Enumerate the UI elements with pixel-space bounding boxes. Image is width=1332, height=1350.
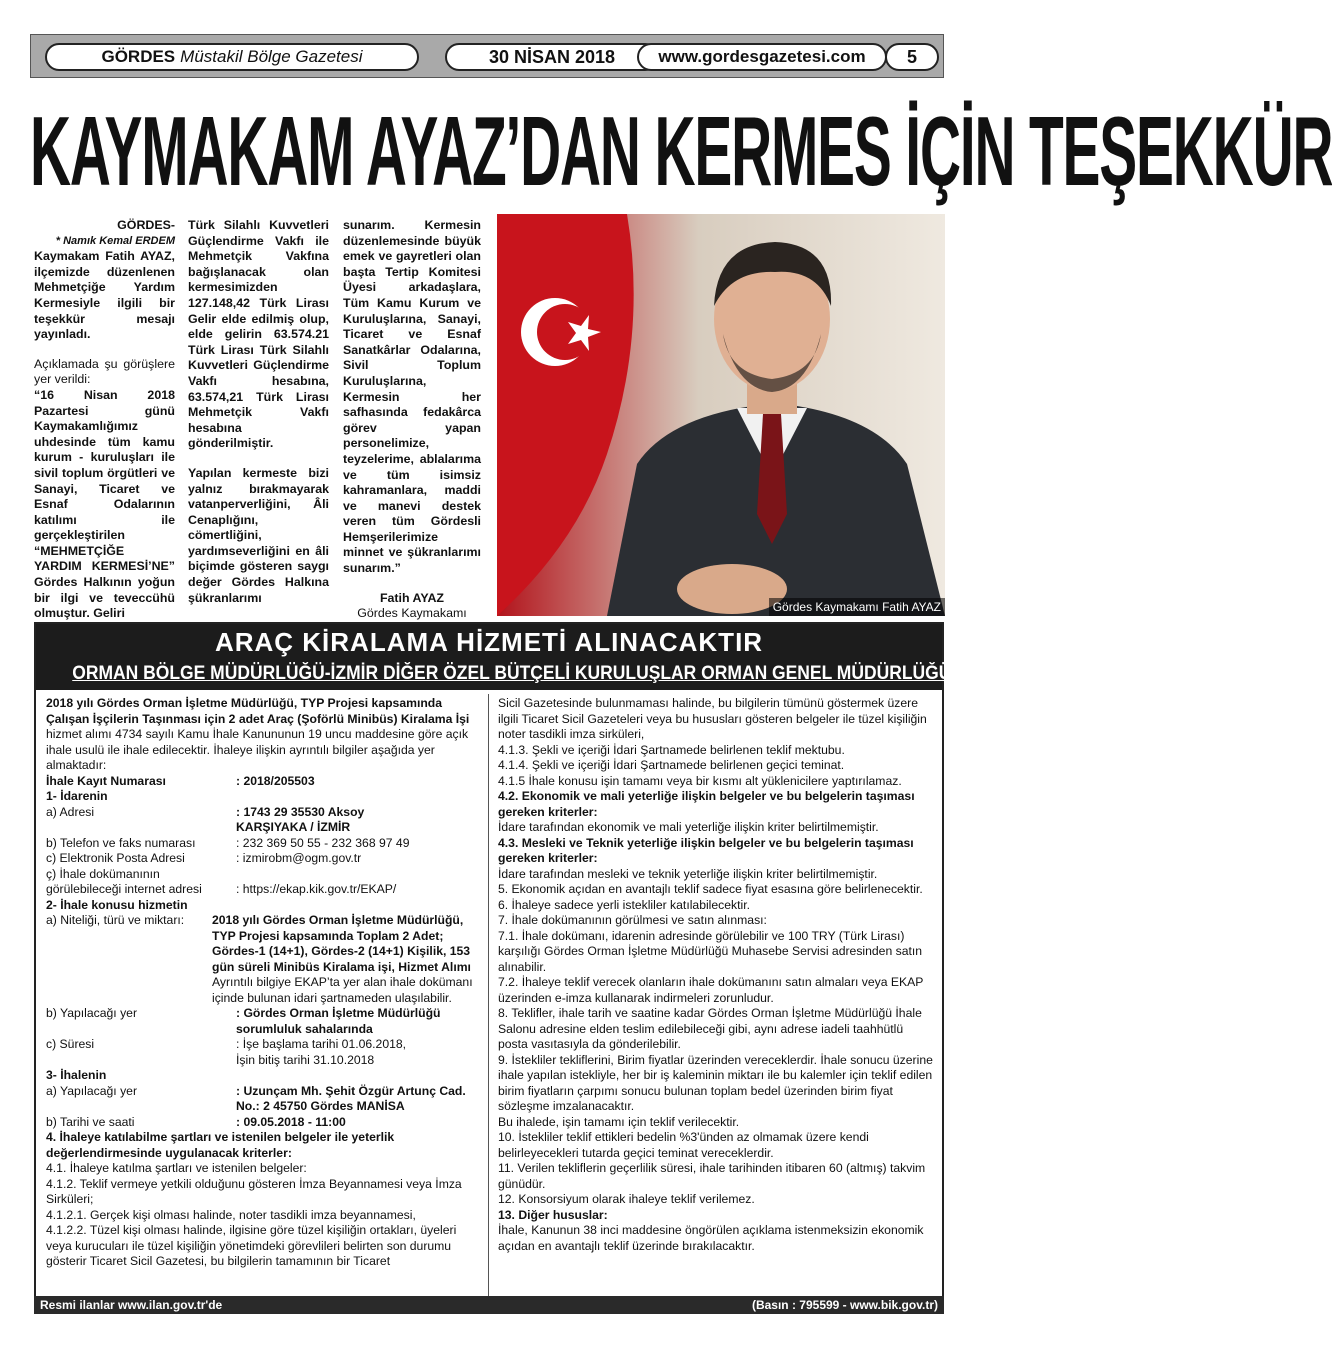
tender-clause: 4.1. İhaleye katılma şartları ve istenilen belgeler: [46,1161,307,1175]
tender-field: a) Adresi : 1743 29 35530 Aksoy [46,804,365,819]
footer-right-text: (Basın : 795599 - www.bik.gov.tr) [751,1298,938,1312]
tender-clause: İhale, Kanunun 38 inci maddesine öngörülen açıklama istenmeksizin ekonomik açıdan en avantajlı teklif üzerinde bırakılacaktır. [498,1223,924,1253]
signature-title: Gördes Kaymakamı [357,606,467,621]
section-heading: 4. İhaleye katılabilme şartları ve istenilen belgeler ile yeterlik değerlendirmesinde uygulanacak kriterler: [46,1130,395,1160]
tender-clause: 13. Diğer hususlar: [498,1207,608,1222]
tender-note: Ayrıntılı bilgiye EKAP’ta yer alan ihale dokümanı içinde bulunan idari şartnameden ulaşılabilir. [212,975,473,1005]
column-divider [488,694,489,1308]
article-column-2 [188,218,329,606]
section-heading: 1- İdarenin [46,789,108,803]
tender-clause: 7.1. İhale dokümanı, idarenin adresinde görülebilir ve 100 TRY (Türk Lirası) karşılığı Gördes Orman İşletme Müdürlüğü Muhasebe Servisi adresinden satın alınabilir. [498,928,923,974]
tender-clause: 4.3. Mesleki ve Teknik yeterliğe ilişkin belgeler ve bu belgelerin taşıması gereken kriterler: [498,835,914,865]
tender-clause: 11. Verilen tekliflerin geçerlilik süresi, ihale tarihinden itibaren 60 (altmış) takvim günüdür. [498,1161,926,1191]
article-lead: Kaymakam Fatih AYAZ, ilçemizde düzenlenen Mehmetçiğe Yardım Kermesiyle ilgili bir teşekkür mesajı yayınladı. [34,249,175,342]
tender-intro-bold: 2018 yılı Gördes Orman İşletme Müdürlüğü, TYP Projesi kapsamında Çalışan İşçilerin Taşınması için 2 adet Araç (Şoförlü Minibüs) Kiralama İşi [46,696,470,726]
article-paragraph: sunarım. Kermesin düzenlemesinde büyük emek ve gayretleri olan başta Tertip Komitesi Üyesi arkadaşlara, Tüm Kamu Kurum ve Kuruluşlarına, Sanayi, Ticaret ve Esnaf Sanatkârlar Odalarına, Sivil Toplum Kuruluşlarına, Kermesin her safhasında fedakârca görev yapan personelimize, teyzelerime, ablalarıma ve tüm isimsiz kahramanlara, maddi ve manevi destek veren tüm Gördesli Hemşerilerimize minnet ve şükranlarımı sunarım.” [343,218,481,576]
tender-clause: 10. İstekliler teklif ettikleri bedelin %3'ünden az olmamak üzere kendi belirleyecekleri tutarda geçici teminat vereceklerdir. [498,1130,869,1160]
tender-clause: 4.1.2.1. Gerçek kişi olması halinde, noter tasdikli imza beyannamesi, [46,1207,416,1222]
tender-clause: 4.2. Ekonomik ve mali yeterliğe ilişkin belgeler ve bu belgelerin taşıması gereken kriterler: [498,789,915,819]
article-column-3 [343,218,481,622]
website-link[interactable]: www.gordesgazetesi.com [637,43,887,71]
page-header [30,34,944,78]
tender-clause: 4.1.5 İhale konusu işin tamamı veya bir kısmı alt yüklenicilere yaptırılamaz. [498,773,902,788]
headline-text: KAYMAKAM AYAZ’DAN KERMES İÇİN TEŞEKKÜR [30,96,1332,206]
tender-clause: 9. İstekliler tekliflerini, Birim fiyatlar üzerinden vereceklerdir. İhale sonucu üzerine ihale yapılan istekliyle, her bir iş kaleminin miktarı ile bu kalemler için teklif edilen birim fiyatların çarpımı sonucu bulunan toplam bedel üzerinden birim fiyat sözleşme imzalanacaktır. [498,1052,933,1113]
issue-date: 30 NİSAN 2018 [445,43,659,71]
page-number: 5 [885,43,939,71]
tender-clause: 4.1.3. Şekli ve içeriği İdari Şartnamede belirlenen teklif mektubu. [498,742,845,757]
article-paragraph: Açıklamada şu görüşlere yer verildi: [34,356,175,387]
tender-clause: 6. İhaleye sadece yerli istekliler katılabilecektir. [498,897,750,912]
tender-clause: 5. Ekonomik açıdan en avantajlı teklif sadece fiyat esasına göre belirlenecektir. [498,882,923,896]
tender-body [36,690,942,1312]
tender-field-cont: İşin bitiş tarihi 31.10.2018 [236,1052,375,1067]
tender-clause: 4.1.4. Şekli ve içeriği İdari Şartnamede belirlenen geçici teminat. [498,758,845,772]
article-paragraph: Türk Silahlı Kuvvetleri Güçlendirme Vakfı ile Mehmetçik Vakfına bağışlanacak olan kermesimizden 127.148,42 Türk Lirası Gelir elde edilmiş olup, elde gelirin 63.574.21 Türk Lirası Türk Silahlı Kuvvetleri Güçlendirme Vakfı hesabına, 63.574,21 Türk Lirası Mehmetçik Vakfı hesabına gönderilmiştir. [188,218,329,451]
section-heading: 2- İhale konusu hizmetin [46,897,188,912]
tender-field: a) Niteliği, türü ve miktarı: 2018 yılı Gördes Orman İşletme Müdürlüğü, TYP Projesi kapsamında Toplam 2 Adet; Gördes-1 (14+1), Gördes-2 (14+1) Kişilik, 153 gün süreli Minibüs Kiralama işi, Hizmet Alımı [46,913,471,974]
tender-clause: İdare tarafından mesleki ve teknik yeterliğe ilişkin kriter belirtilmemiştir. [498,866,878,881]
tender-announcement [34,622,952,1314]
section-heading: 3- İhalenin [46,1068,107,1082]
portrait-illustration [497,214,945,616]
tender-clause: 7.2. İhaleye teklif verecek olanların ihale dokümanını satın almaları veya EKAP üzerinden e-imza kullanarak indirmeleri zorunludur. [498,975,924,1005]
tender-field: b) Yapılacağı yer : Gördes Orman İşletme Müdürlüğü sorumluluk sahalarında [46,1006,441,1036]
tender-clause: 7. İhale dokümanının görülmesi ve satın alınması: [498,913,767,927]
photo-caption: Gördes Kaymakamı Fatih AYAZ [769,598,945,616]
tender-field: ç) İhale dokümanının görülebileceği internet adresi : https://ekap.kik.gov.tr/EKAP/ [46,866,397,896]
tender-field: c) Elektronik Posta Adresi : izmirobm@ogm.gov.tr [46,851,362,865]
article-byline: * Namık Kemal ERDEM [55,234,175,247]
tender-clause: 4.1.2. Teklif vermeye yetkili olduğunu gösteren İmza Beyannamesi veya İmza Sirküleri; [46,1176,462,1206]
tender-title: ARAÇ KİRALAMA HİZMETİ ALINACAKTIR [214,627,764,657]
tender-field: a) Yapılacağı yer : Uzunçam Mh. Şehit Özgür Artunç Cad. No.: 2 45750 Gördes MANİSA [46,1083,466,1113]
article-quote: “16 Nisan 2018 Pazartesi günü Kaymakamlığımız uhdesinde tüm kamu kurum - kuruluşları ile sivil toplum örgütleri ve Sanayi, Ticaret ve Esnaf Odalarının katılımı ile gerçekleştirilen “MEHMETÇİĞE YARDIM KERMESİ’NE” Gördes Halkının yoğun bir ilgi ve teveccühü olmuştur. Geliri [34,387,175,621]
article-column-1 [34,218,175,622]
tender-column-left [46,696,482,1270]
district-governor-photo [497,214,945,616]
tender-clause: 12. Konsorsiyum olarak ihaleye teklif verilemez. [498,1192,755,1206]
tender-subtitle: ORMAN BÖLGE MÜDÜRLÜĞÜ-İZMİR DİĞER ÖZEL BÜTÇELİ KURULUŞLAR ORMAN GENEL MÜDÜRLÜĞÜ [72,663,952,684]
newspaper-name [45,43,419,71]
tender-field: c) Süresi : İşe başlama tarihi 01.06.2018, [46,1037,407,1051]
article-dateline: GÖRDES- [117,218,175,232]
tender-clause: 8. Teklifler, ihale tarih ve saatine kadar Gördes Orman İşletme Müdürlüğü İhale Salonu adresine elden teslim edilebileceği gibi, aynı adrese iadeli taahhütlü posta vasıtasıyla da gönderilebilir. [498,1006,922,1051]
tender-field: b) Tarihi ve saati : 09.05.2018 - 11:00 [46,1114,346,1129]
article-paragraph: Yapılan kermeste bizi yalnız bırakmayarak vatanperverliğini, Âli Cenaplığını, cömertliğini, yardımseverliğini en âli biçimde gösteren saygı değer Gördes Halkına şükranlarımı [188,465,329,605]
tender-intro: hizmet alımı 4734 sayılı Kamu İhale Kanununun 19 uncu maddesine göre açık ihale usulü ile ihale edilecektir. İhaleye ilişkin ayrıntılı bilgiler aşağıda yer almaktadır: [46,727,469,772]
tender-column-right [498,696,934,1254]
tender-field: b) Telefon ve faks numarası : 232 369 50 55 - 232 368 97 49 [46,835,410,850]
tender-field-cont: KARŞIYAKA / İZMİR [236,820,351,834]
tender-clause: İdare tarafından ekonomik ve mali yeterliğe ilişkin kriter belirtilmemiştir. [498,820,879,834]
tender-field: İhale Kayıt Numarası : 2018/205503 [46,773,315,788]
footer-left-link[interactable]: Resmi ilanlar www.ilan.gov.tr'de [40,1298,223,1312]
headline [30,96,1332,206]
ad-footer [34,1296,944,1314]
tender-clause: 4.1.2.2. Tüzel kişi olması halinde, ilgisine göre tüzel kişiliğin ortakları, üyeleri veya kurucuları ile tüzel kişiliğin yönetimdeki görevlileri belirten son durumu gösterir Ticaret Sicil Gazetesi, bu bilgilerin tamamının bir Ticaret [46,1223,457,1268]
signature-name: Fatih AYAZ [379,590,445,605]
tender-clause: Bu ihalede, işin tamamı için teklif verilecektir. [498,1114,740,1129]
tender-banner [36,624,952,690]
tender-clause: Sicil Gazetesinde bulunmaması halinde, bu bilgilerin tümünü göstermek üzere ilgili Ticaret Sicil Gazeteleri veya bu hususları gösteren belgeler ile tüzel kişiliğin noter tasdikli imza sirküleri, [498,696,927,741]
newspaper-name-italic: Müstakil Bölge Gazetesi [180,47,363,66]
newspaper-name-bold: GÖRDES [101,47,176,66]
